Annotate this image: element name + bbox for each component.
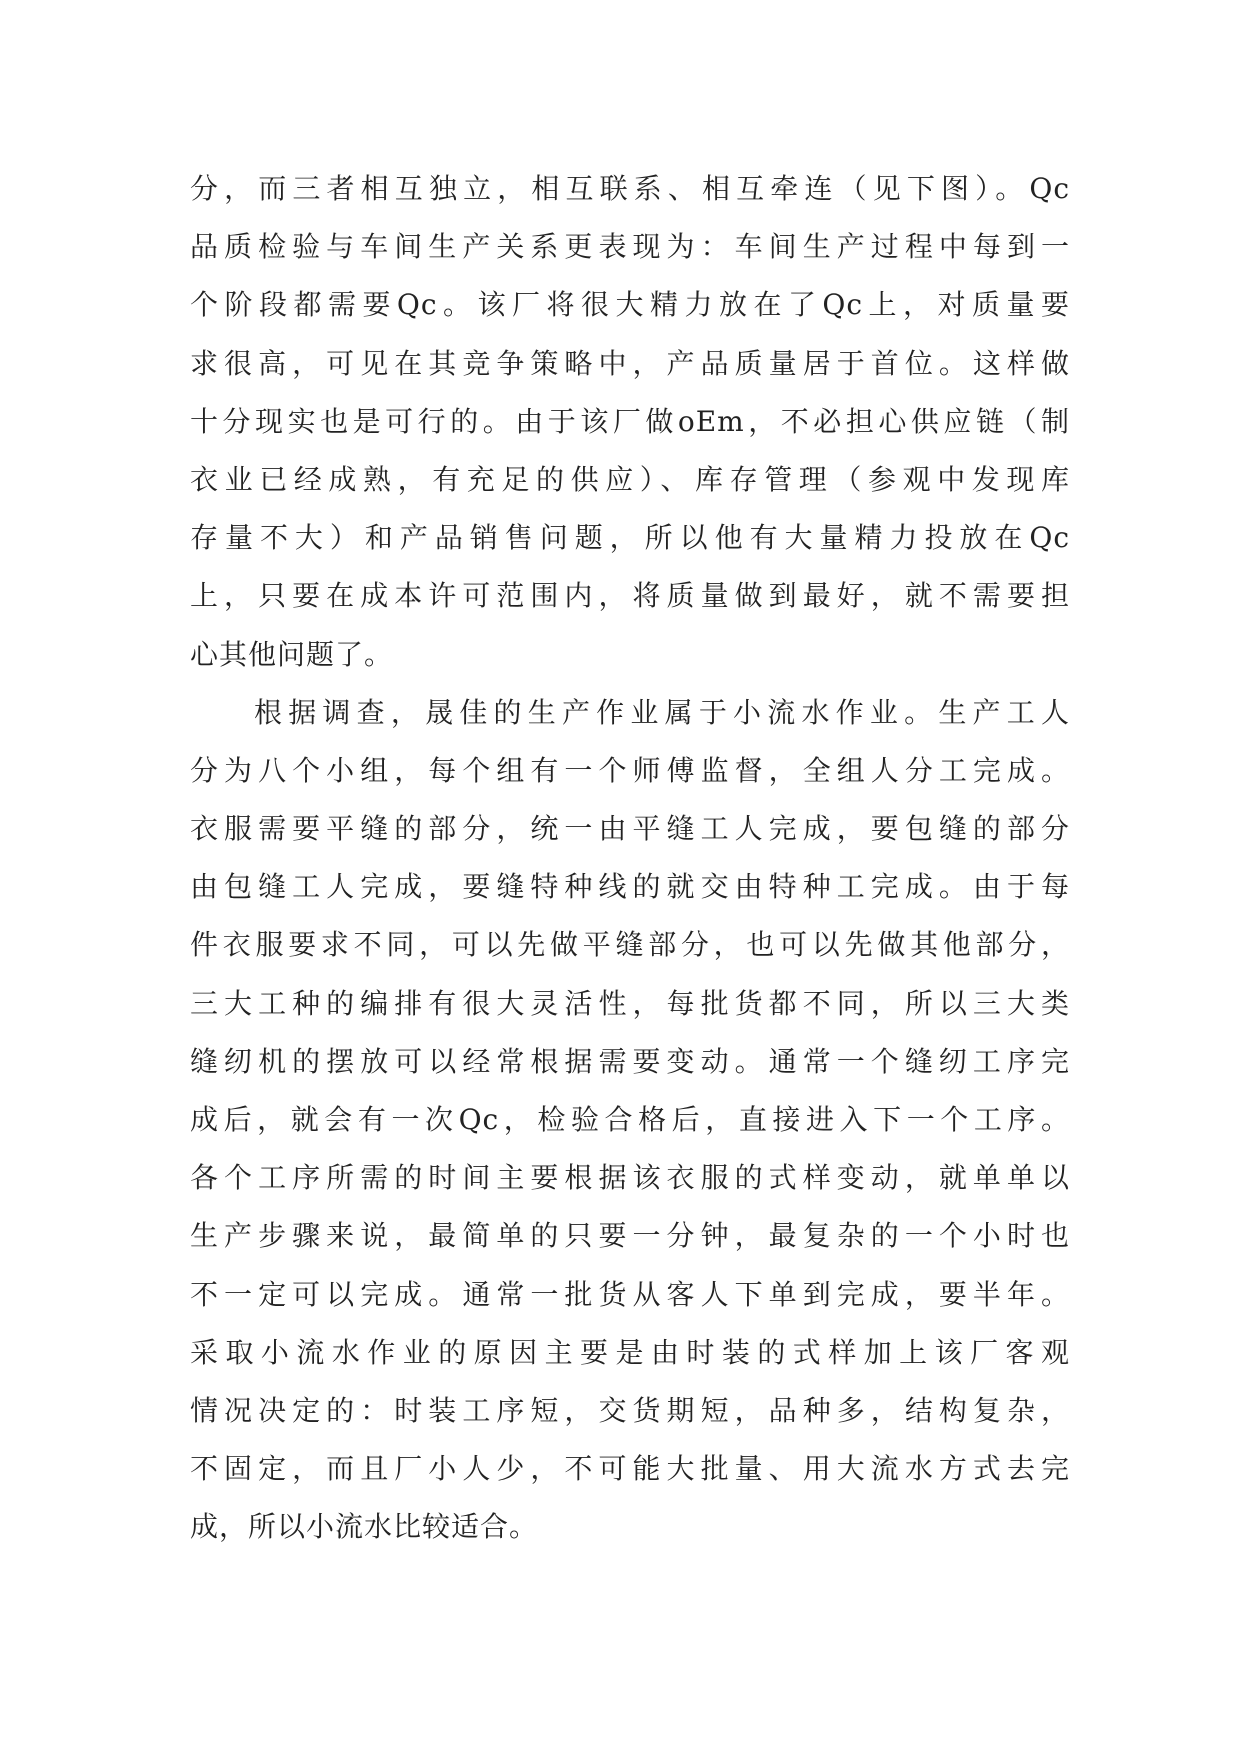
text-line: 缝纫机的摆放可以经常根据需要变动。通常一个缝纫工序完 bbox=[190, 1044, 1070, 1078]
text-line: 件衣服要求不同，可以先做平缝部分，也可以先做其他部分， bbox=[190, 928, 1070, 962]
text-line: 品质检验与车间生产关系更表现为：车间生产过程中每到一 bbox=[190, 230, 1070, 264]
body-text bbox=[190, 160, 1070, 1557]
text-line: 心其他问题了。 bbox=[190, 637, 394, 671]
paragraph-1 bbox=[190, 160, 1070, 684]
text-line: 衣服需要平缝的部分，统一由平缝工人完成，要包缝的部分 bbox=[190, 812, 1070, 846]
text-line: 采取小流水作业的原因主要是由时装的式样加上该厂客观 bbox=[190, 1335, 1070, 1369]
text-line: 不固定，而且厂小人少，不可能大批量、用大流水方式去完 bbox=[190, 1452, 1070, 1486]
text-line: 分，而三者相互独立，相互联系、相互牵连（见下图）。Qc bbox=[190, 172, 1070, 205]
paragraph-2 bbox=[190, 684, 1070, 1557]
text-line: 个阶段都需要Qc。该厂将很大精力放在了Qc上，对质量要 bbox=[190, 288, 1070, 322]
text-line: 上，只要在成本许可范围内，将质量做到最好，就不需要担 bbox=[190, 579, 1070, 613]
text-line: 成后，就会有一次Qc，检验合格后，直接进入下一个工序。 bbox=[190, 1103, 1070, 1136]
text-line: 十分现实也是可行的。由于该厂做oEm，不必担心供应链（制 bbox=[190, 404, 1070, 438]
text-line: 三大工种的编排有很大灵活性，每批货都不同，所以三大类 bbox=[190, 986, 1070, 1020]
text-line: 不一定可以完成。通常一批货从客人下单到完成，要半年。 bbox=[190, 1277, 1070, 1311]
text-line: 衣业已经成熟，有充足的供应）、库存管理（参观中发现库 bbox=[190, 462, 1070, 496]
text-line: 根据调查，晟佳的生产作业属于小流水作业。生产工人 bbox=[254, 695, 1070, 729]
text-line: 各个工序所需的时间主要根据该衣服的式样变动，就单单以 bbox=[190, 1161, 1070, 1195]
text-line: 存量不大）和产品销售问题，所以他有大量精力投放在Qc bbox=[190, 521, 1070, 555]
text-line: 成，所以小流水比较适合。 bbox=[190, 1510, 539, 1544]
text-line: 分为八个小组，每个组有一个师傅监督，全组人分工完成。 bbox=[190, 753, 1070, 787]
text-line: 求很高，可见在其竞争策略中，产品质量居于首位。这样做 bbox=[190, 346, 1070, 380]
text-line: 由包缝工人完成，要缝特种线的就交由特种工完成。由于每 bbox=[190, 870, 1070, 904]
text-line: 生产步骤来说，最简单的只要一分钟，最复杂的一个小时也 bbox=[190, 1219, 1070, 1253]
text-line: 情况决定的：时装工序短，交货期短，品种多，结构复杂， bbox=[190, 1393, 1070, 1427]
